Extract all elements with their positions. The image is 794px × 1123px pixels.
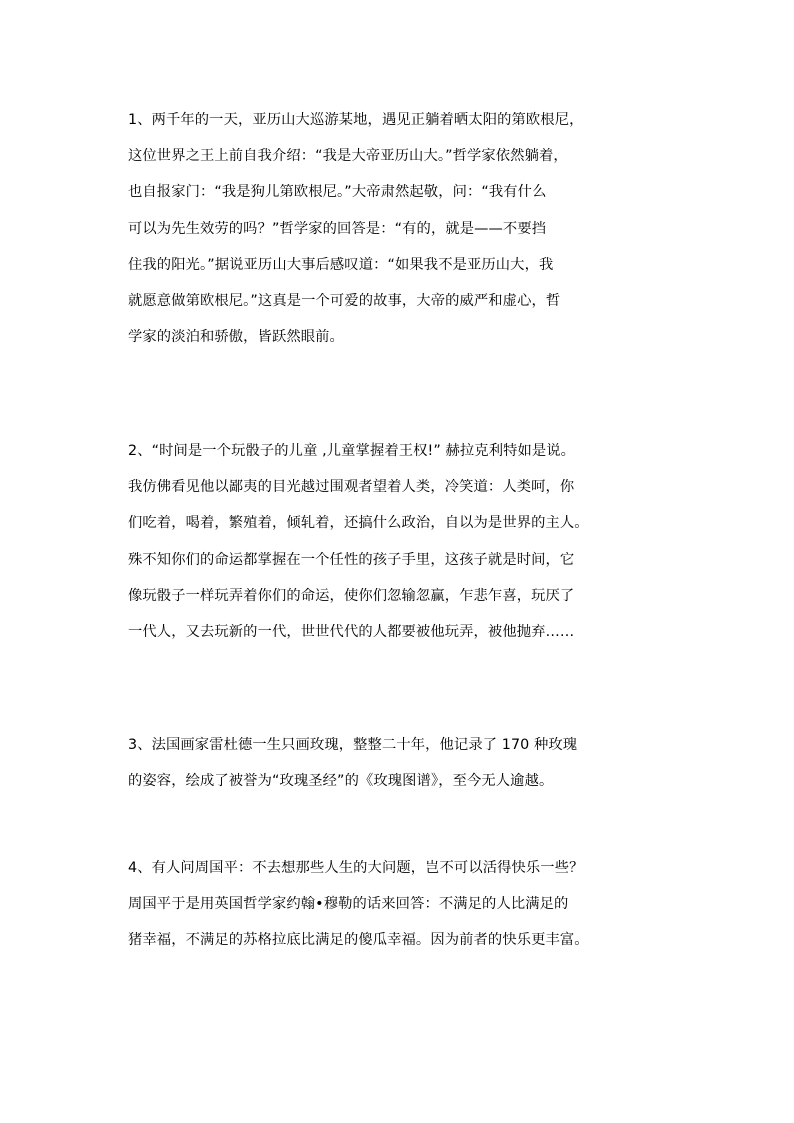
text-line: 也自报家门：“我是狗儿第欧根尼。”大帝肃然起敬，问：“我有什么	[128, 184, 547, 201]
paragraph-3	[128, 727, 688, 799]
text-line: 就愿意做第欧根尼。”这真是一个可爱的故事，大帝的威严和虚心，哲	[128, 292, 561, 309]
paragraph-2	[128, 433, 688, 650]
text-line: 周国平于是用英国哲学家约翰•穆勒的话来回答：不满足的人比满足的	[128, 896, 569, 913]
text-line: 猪幸福，不满足的苏格拉底比满足的傻瓜幸福。因为前者的快乐更丰富。	[128, 932, 589, 949]
text-line: 2、“时间是一个玩骰子的儿童 ,儿童掌握着王权!” 赫拉克利特如是说。	[128, 443, 576, 459]
text-line: 4、有人问周国平：不去想那些人生的大问题，岂不可以活得快乐一些？	[128, 860, 584, 876]
text-line: 像玩骰子一样玩弄着你们的命运，使你们忽输忽赢，乍悲乍喜，玩厌了	[128, 587, 575, 604]
text-line: 我仿佛看见他以鄙夷的目光越过围观者望着人类，冷笑道：人类呵，你	[128, 479, 575, 496]
paragraph-1	[128, 102, 688, 355]
text-line: 3、法国画家雷杜德一生只画玫瑰，整整二十年，他记录了 170 种玫瑰	[128, 737, 578, 753]
text-line: 住我的阳光。”据说亚历山大事后感叹道：“如果我不是亚历山大，我	[128, 256, 554, 273]
text-line: 可以为先生效劳的吗？”哲学家的回答是：“有的，就是——不要挡	[128, 220, 547, 237]
text-line: 这位世界之王上前自我介绍：“我是大帝亚历山大。”哲学家依然躺着，	[128, 148, 568, 165]
text-line: 学家的淡泊和骄傲，皆跃然眼前。	[128, 329, 344, 346]
paragraph-4	[128, 850, 688, 959]
text-line: 殊不知你们的命运都掌握在一个任性的孩子手里，这孩子就是时间，它	[128, 551, 575, 568]
text-line: 一代人，又去玩新的一代，世世代代的人都要被他玩弄，被他抛弃……	[128, 623, 575, 640]
text-line: 的姿容，绘成了被誉为“玫瑰圣经”的《玫瑰图谱》，至今无人逾越。	[128, 773, 554, 790]
text-line: 们吃着，喝着，繁殖着，倾轧着，还搞什么政治，自以为是世界的主人。	[128, 515, 589, 532]
text-line: 1、两千年的一天，亚历山大巡游某地，遇见正躺着晒太阳的第欧根尼，	[128, 112, 584, 128]
